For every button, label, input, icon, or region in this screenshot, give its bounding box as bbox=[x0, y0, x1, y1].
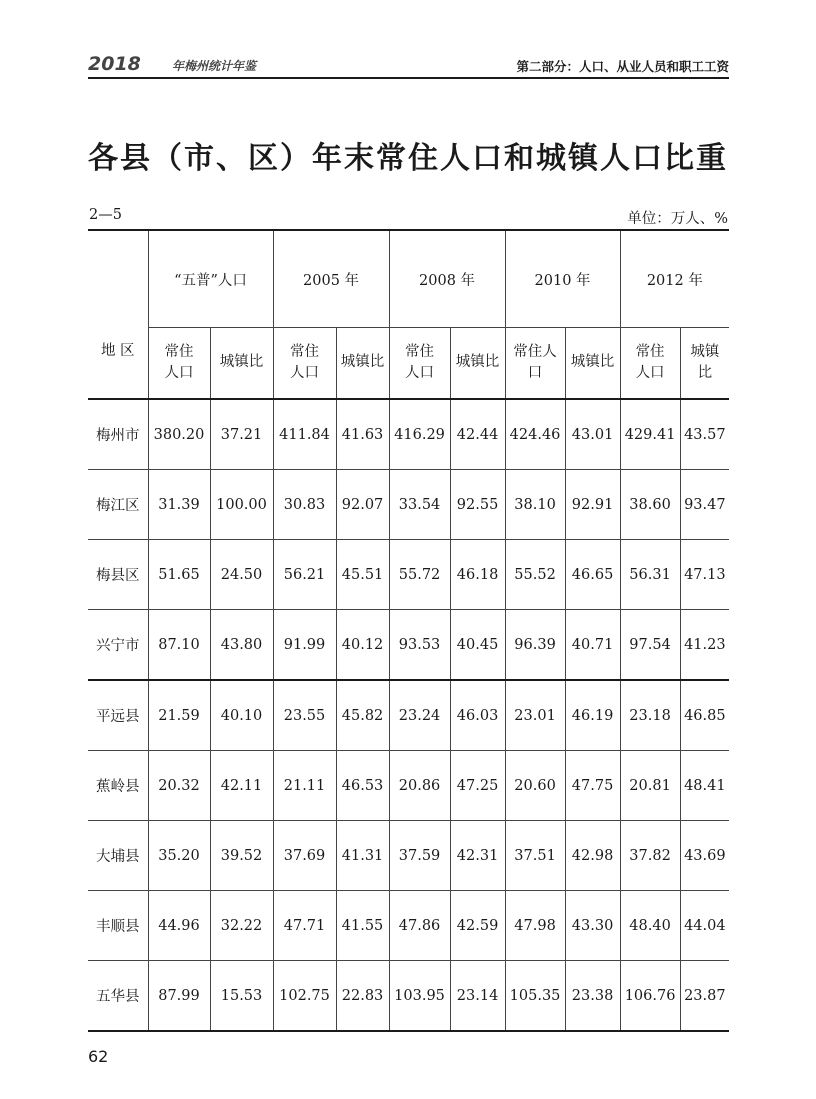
value-cell: 429.41 bbox=[620, 399, 680, 470]
value-cell: 20.32 bbox=[148, 751, 210, 821]
value-cell: 44.04 bbox=[680, 891, 729, 961]
region-cell: 兴宁市 bbox=[88, 610, 148, 681]
value-cell: 47.75 bbox=[565, 751, 620, 821]
value-cell: 37.59 bbox=[389, 821, 450, 891]
value-cell: 46.53 bbox=[336, 751, 389, 821]
header-row-years bbox=[88, 230, 729, 328]
value-cell: 42.31 bbox=[450, 821, 505, 891]
value-cell: 103.95 bbox=[389, 961, 450, 1032]
table-row bbox=[88, 540, 729, 610]
value-cell: 32.22 bbox=[210, 891, 273, 961]
value-cell: 87.10 bbox=[148, 610, 210, 681]
sub-header-cell: 城镇比 bbox=[210, 328, 273, 400]
value-cell: 38.60 bbox=[620, 470, 680, 540]
population-table bbox=[88, 229, 729, 1032]
table-row bbox=[88, 751, 729, 821]
region-cell: 蕉岭县 bbox=[88, 751, 148, 821]
value-cell: 23.38 bbox=[565, 961, 620, 1032]
value-cell: 22.83 bbox=[336, 961, 389, 1032]
value-cell: 56.21 bbox=[273, 540, 336, 610]
value-cell: 37.51 bbox=[505, 821, 565, 891]
value-cell: 40.12 bbox=[336, 610, 389, 681]
sub-header-cell: 城镇比 bbox=[336, 328, 389, 400]
value-cell: 20.81 bbox=[620, 751, 680, 821]
value-cell: 55.72 bbox=[389, 540, 450, 610]
running-head-year: 2018 bbox=[88, 53, 141, 75]
value-cell: 46.03 bbox=[450, 680, 505, 751]
value-cell: 38.10 bbox=[505, 470, 565, 540]
value-cell: 30.83 bbox=[273, 470, 336, 540]
value-cell: 42.59 bbox=[450, 891, 505, 961]
value-cell: 42.98 bbox=[565, 821, 620, 891]
region-cell: 梅县区 bbox=[88, 540, 148, 610]
table-row bbox=[88, 470, 729, 540]
value-cell: 96.39 bbox=[505, 610, 565, 681]
value-cell: 40.71 bbox=[565, 610, 620, 681]
table-row bbox=[88, 961, 729, 1032]
value-cell: 44.96 bbox=[148, 891, 210, 961]
value-cell: 43.57 bbox=[680, 399, 729, 470]
value-cell: 91.99 bbox=[273, 610, 336, 681]
value-cell: 47.25 bbox=[450, 751, 505, 821]
table-number: 2—5 bbox=[89, 207, 122, 223]
value-cell: 55.52 bbox=[505, 540, 565, 610]
value-cell: 102.75 bbox=[273, 961, 336, 1032]
region-cell: 梅江区 bbox=[88, 470, 148, 540]
value-cell: 42.44 bbox=[450, 399, 505, 470]
value-cell: 45.82 bbox=[336, 680, 389, 751]
page-number: 62 bbox=[88, 1047, 109, 1066]
value-cell: 93.53 bbox=[389, 610, 450, 681]
value-cell: 106.76 bbox=[620, 961, 680, 1032]
value-cell: 47.71 bbox=[273, 891, 336, 961]
value-cell: 43.69 bbox=[680, 821, 729, 891]
value-cell: 87.99 bbox=[148, 961, 210, 1032]
sub-header-cell: 城镇比 bbox=[450, 328, 505, 400]
value-cell: 93.47 bbox=[680, 470, 729, 540]
value-cell: 41.55 bbox=[336, 891, 389, 961]
sub-header-cell: 常住 人口 bbox=[620, 328, 680, 400]
value-cell: 51.65 bbox=[148, 540, 210, 610]
group-header: 2008 年 bbox=[389, 230, 505, 328]
region-cell: 梅州市 bbox=[88, 399, 148, 470]
table-row bbox=[88, 680, 729, 751]
value-cell: 47.86 bbox=[389, 891, 450, 961]
value-cell: 21.59 bbox=[148, 680, 210, 751]
value-cell: 15.53 bbox=[210, 961, 273, 1032]
table-row bbox=[88, 399, 729, 470]
unit-label: 单位：万人、% bbox=[627, 211, 728, 227]
value-cell: 416.29 bbox=[389, 399, 450, 470]
running-head-book-title: 年梅州统计年鉴 bbox=[172, 59, 257, 73]
group-header: 2005 年 bbox=[273, 230, 389, 328]
sub-header-cell: 常住 人口 bbox=[273, 328, 336, 400]
value-cell: 20.86 bbox=[389, 751, 450, 821]
value-cell: 43.80 bbox=[210, 610, 273, 681]
value-cell: 21.11 bbox=[273, 751, 336, 821]
value-cell: 42.11 bbox=[210, 751, 273, 821]
value-cell: 47.13 bbox=[680, 540, 729, 610]
value-cell: 23.87 bbox=[680, 961, 729, 1032]
region-cell: 大埔县 bbox=[88, 821, 148, 891]
value-cell: 97.54 bbox=[620, 610, 680, 681]
value-cell: 37.21 bbox=[210, 399, 273, 470]
group-header: 2010 年 bbox=[505, 230, 620, 328]
value-cell: 424.46 bbox=[505, 399, 565, 470]
value-cell: 20.60 bbox=[505, 751, 565, 821]
region-header: 地 区 bbox=[88, 230, 148, 399]
value-cell: 41.31 bbox=[336, 821, 389, 891]
value-cell: 100.00 bbox=[210, 470, 273, 540]
region-cell: 丰顺县 bbox=[88, 891, 148, 961]
running-head-part-title: 第二部分：人口、从业人员和职工工资 bbox=[516, 59, 729, 74]
table-row bbox=[88, 610, 729, 681]
value-cell: 46.19 bbox=[565, 680, 620, 751]
value-cell: 56.31 bbox=[620, 540, 680, 610]
value-cell: 43.01 bbox=[565, 399, 620, 470]
value-cell: 47.98 bbox=[505, 891, 565, 961]
value-cell: 37.82 bbox=[620, 821, 680, 891]
value-cell: 24.50 bbox=[210, 540, 273, 610]
value-cell: 105.35 bbox=[505, 961, 565, 1032]
value-cell: 31.39 bbox=[148, 470, 210, 540]
value-cell: 92.91 bbox=[565, 470, 620, 540]
value-cell: 48.40 bbox=[620, 891, 680, 961]
value-cell: 23.18 bbox=[620, 680, 680, 751]
region-cell: 五华县 bbox=[88, 961, 148, 1032]
value-cell: 46.18 bbox=[450, 540, 505, 610]
value-cell: 35.20 bbox=[148, 821, 210, 891]
value-cell: 43.30 bbox=[565, 891, 620, 961]
group-header: “五普”人口 bbox=[148, 230, 273, 328]
sub-header-cell: 城镇比 bbox=[565, 328, 620, 400]
value-cell: 40.10 bbox=[210, 680, 273, 751]
value-cell: 92.55 bbox=[450, 470, 505, 540]
value-cell: 37.69 bbox=[273, 821, 336, 891]
value-cell: 23.14 bbox=[450, 961, 505, 1032]
value-cell: 23.24 bbox=[389, 680, 450, 751]
value-cell: 380.20 bbox=[148, 399, 210, 470]
region-cell: 平远县 bbox=[88, 680, 148, 751]
value-cell: 92.07 bbox=[336, 470, 389, 540]
value-cell: 39.52 bbox=[210, 821, 273, 891]
value-cell: 33.54 bbox=[389, 470, 450, 540]
sub-header-cell: 常住 人口 bbox=[389, 328, 450, 400]
value-cell: 41.23 bbox=[680, 610, 729, 681]
value-cell: 23.55 bbox=[273, 680, 336, 751]
running-head bbox=[88, 53, 729, 79]
value-cell: 41.63 bbox=[336, 399, 389, 470]
table-row bbox=[88, 821, 729, 891]
header-row-measures bbox=[88, 328, 729, 400]
sub-header-cell: 常住 人口 bbox=[148, 328, 210, 400]
value-cell: 46.85 bbox=[680, 680, 729, 751]
value-cell: 45.51 bbox=[336, 540, 389, 610]
sub-header-cell: 常住人 口 bbox=[505, 328, 565, 400]
sub-header-cell: 城镇 比 bbox=[680, 328, 729, 400]
value-cell: 411.84 bbox=[273, 399, 336, 470]
table-row bbox=[88, 891, 729, 961]
group-header: 2012 年 bbox=[620, 230, 729, 328]
value-cell: 40.45 bbox=[450, 610, 505, 681]
value-cell: 46.65 bbox=[565, 540, 620, 610]
value-cell: 48.41 bbox=[680, 751, 729, 821]
value-cell: 23.01 bbox=[505, 680, 565, 751]
page-title: 各县（市、区）年末常住人口和城镇人口比重 bbox=[88, 141, 728, 176]
